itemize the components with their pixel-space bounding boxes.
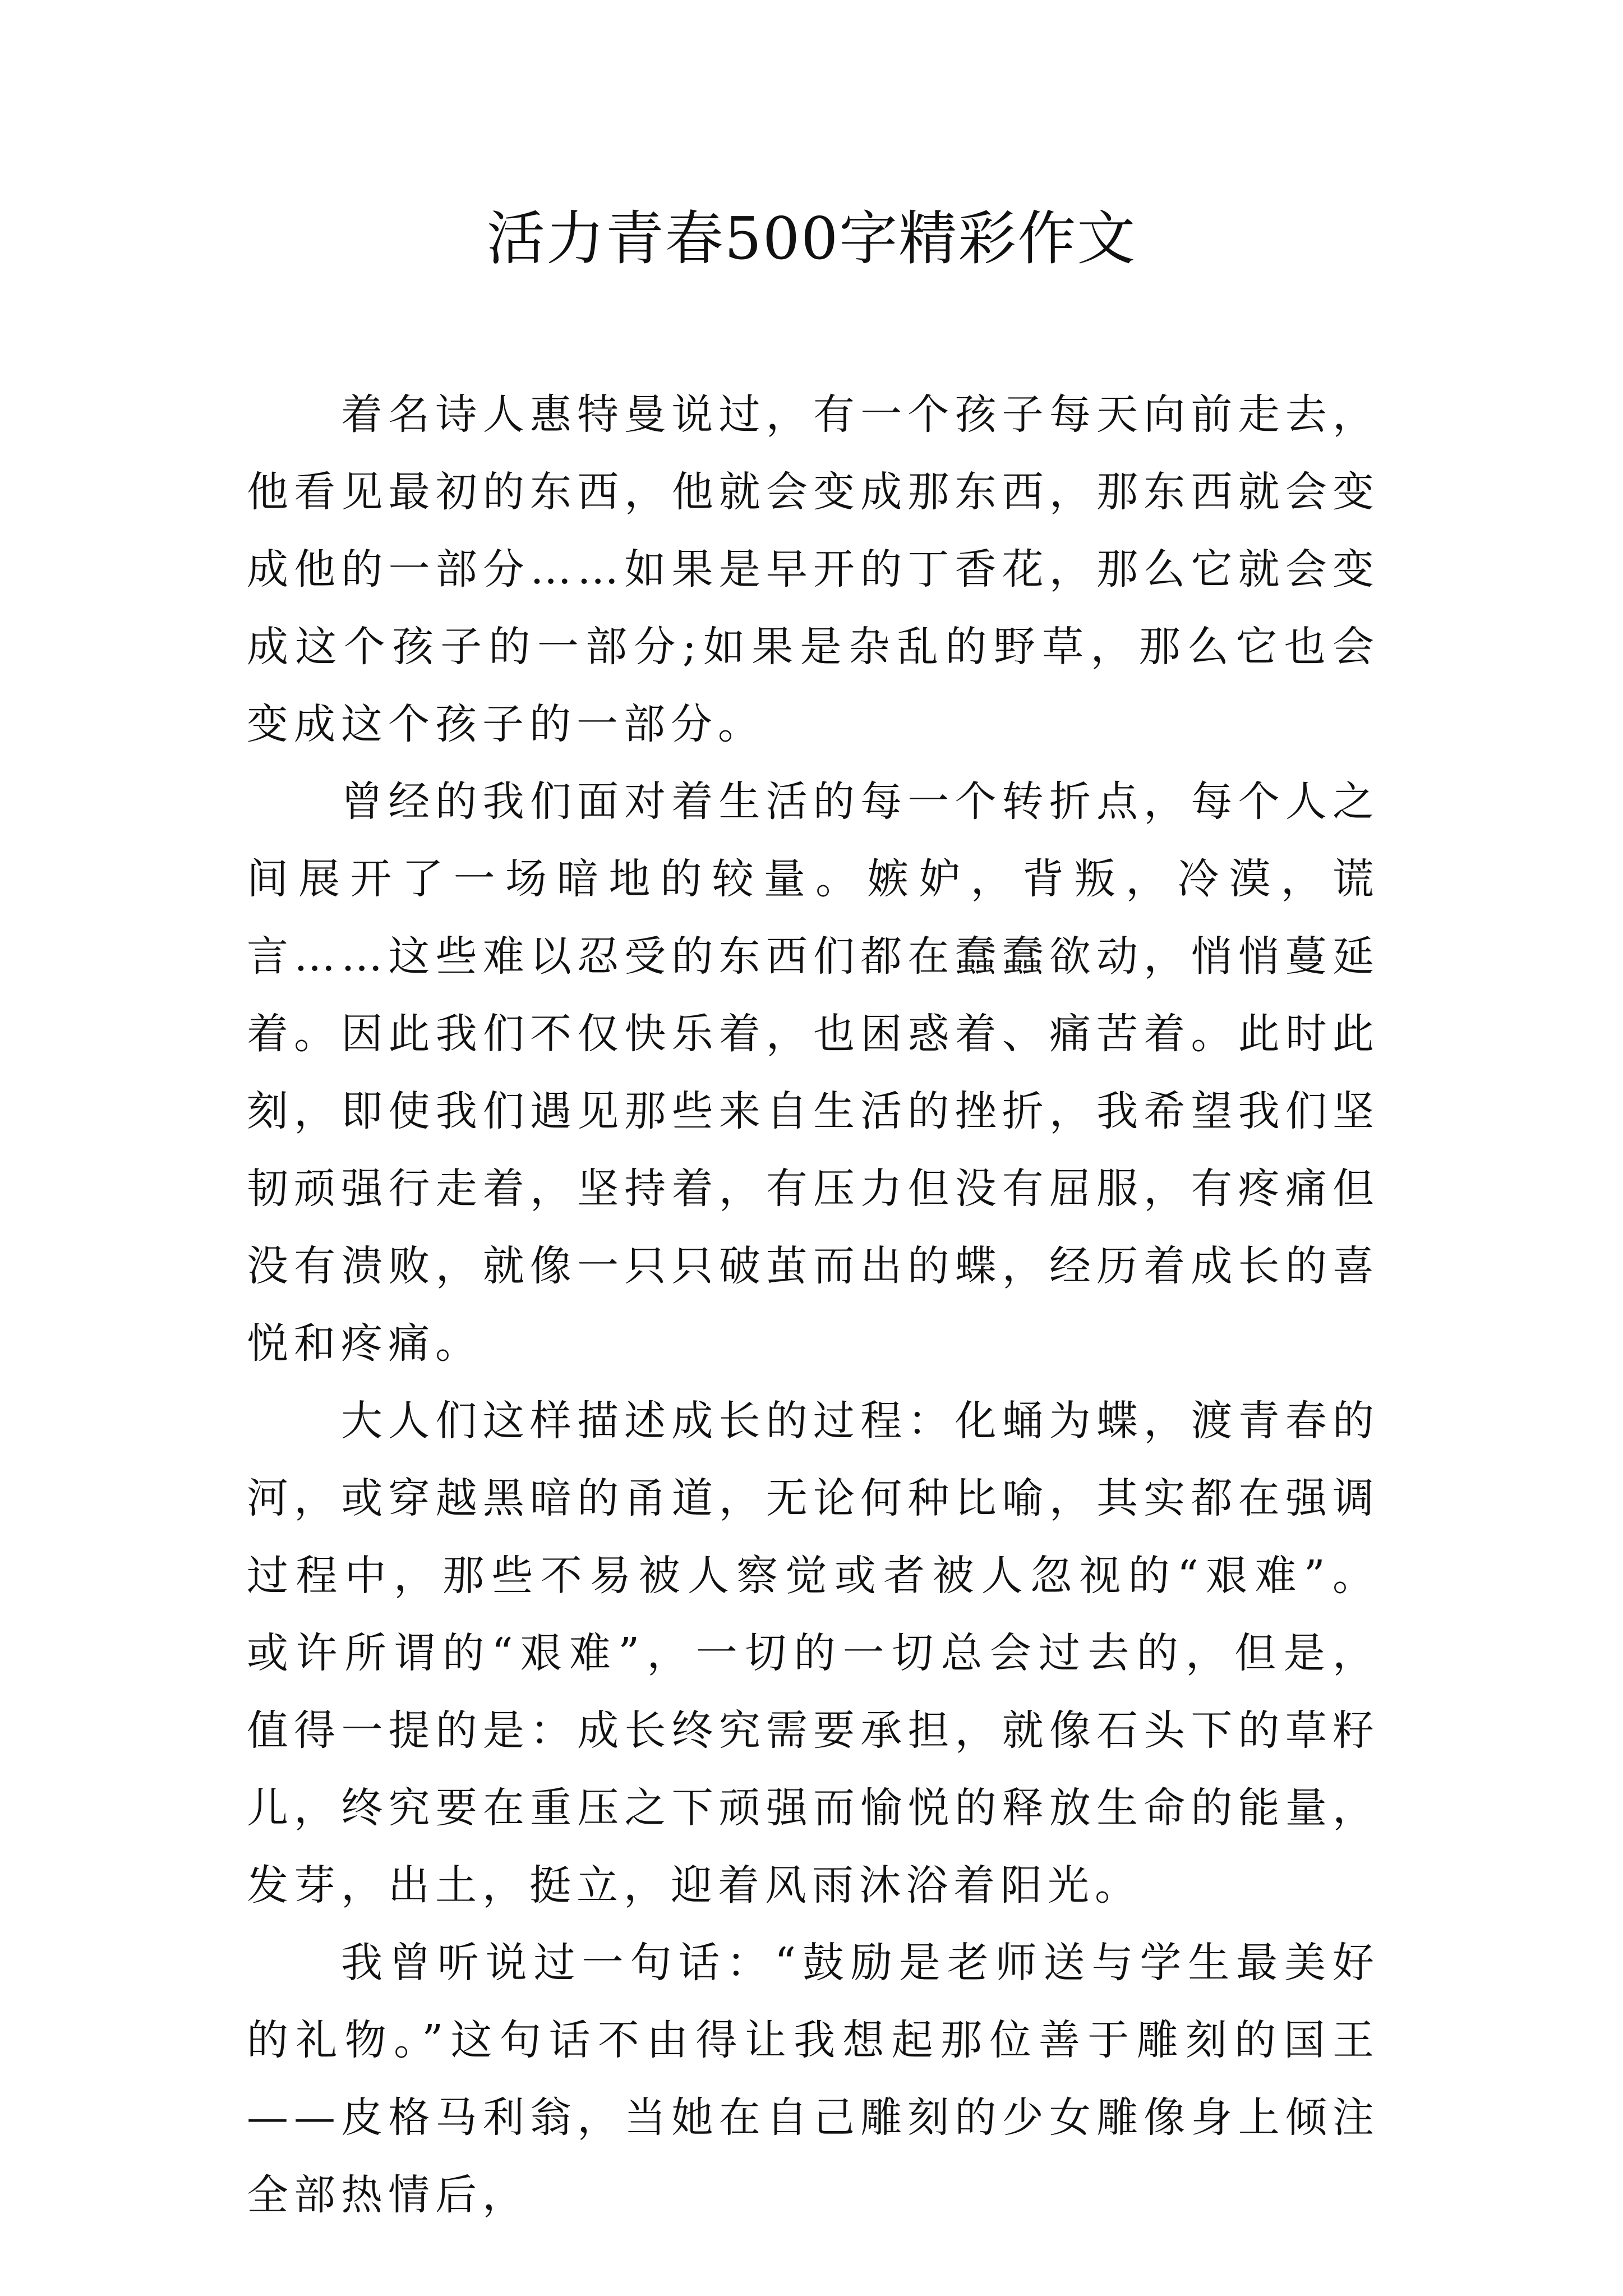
document-body [247,376,1380,2234]
paragraph-3: 大人们这样描述成长的过程：化蛹为蝶，渡青春的河，或穿越黑暗的甬道，无论何种比喻，其实都在强调过程中，那些不易被人察觉或者被人忽视的“艰难”。或许所谓的“艰难”，一切的一切总会过去的，但是，值得一提的是：成长终究需要承担，就像石头下的草籽儿，终究要在重压之下顽强而愉悦的释放生命的能量，发芽，出土，挺立，迎着风雨沐浴着阳光。 [247,1397,1380,1910]
paragraph-1: 着名诗人惠特曼说过，有一个孩子每天向前走去，他看见最初的东西，他就会变成那东西，那东西就会变成他的一部分……如果是早开的丁香花，那么它就会变成这个孩子的一部分;如果是杂乱的野草，那么它也会变成这个孩子的一部分。 [247,390,1380,748]
paragraph-2: 曾经的我们面对着生活的每一个转折点，每个人之间展开了一场暗地的较量。嫉妒，背叛，冷漠，谎言……这些难以忍受的东西们都在蠢蠢欲动，悄悄蔓延着。因此我们不仅快乐着，也困惑着、痛苦着。此时此刻，即使我们遇见那些来自生活的挫折，我希望我们坚韧顽强行走着，坚持着，有压力但没有屈服，有疼痛但没有溃败，就像一只只破茧而出的蝶，经历着成长的喜悦和疼痛。 [247,777,1380,1368]
paragraph-4: 我曾听说过一句话：“鼓励是老师送与学生最美好的礼物。”这句话不由得让我想起那位善于雕刻的国王——皮格马利翁，当她在自己雕刻的少女雕像身上倾注全部热情后， [247,1939,1380,2219]
document-title: 活力青春500字精彩作文 [486,204,1137,273]
